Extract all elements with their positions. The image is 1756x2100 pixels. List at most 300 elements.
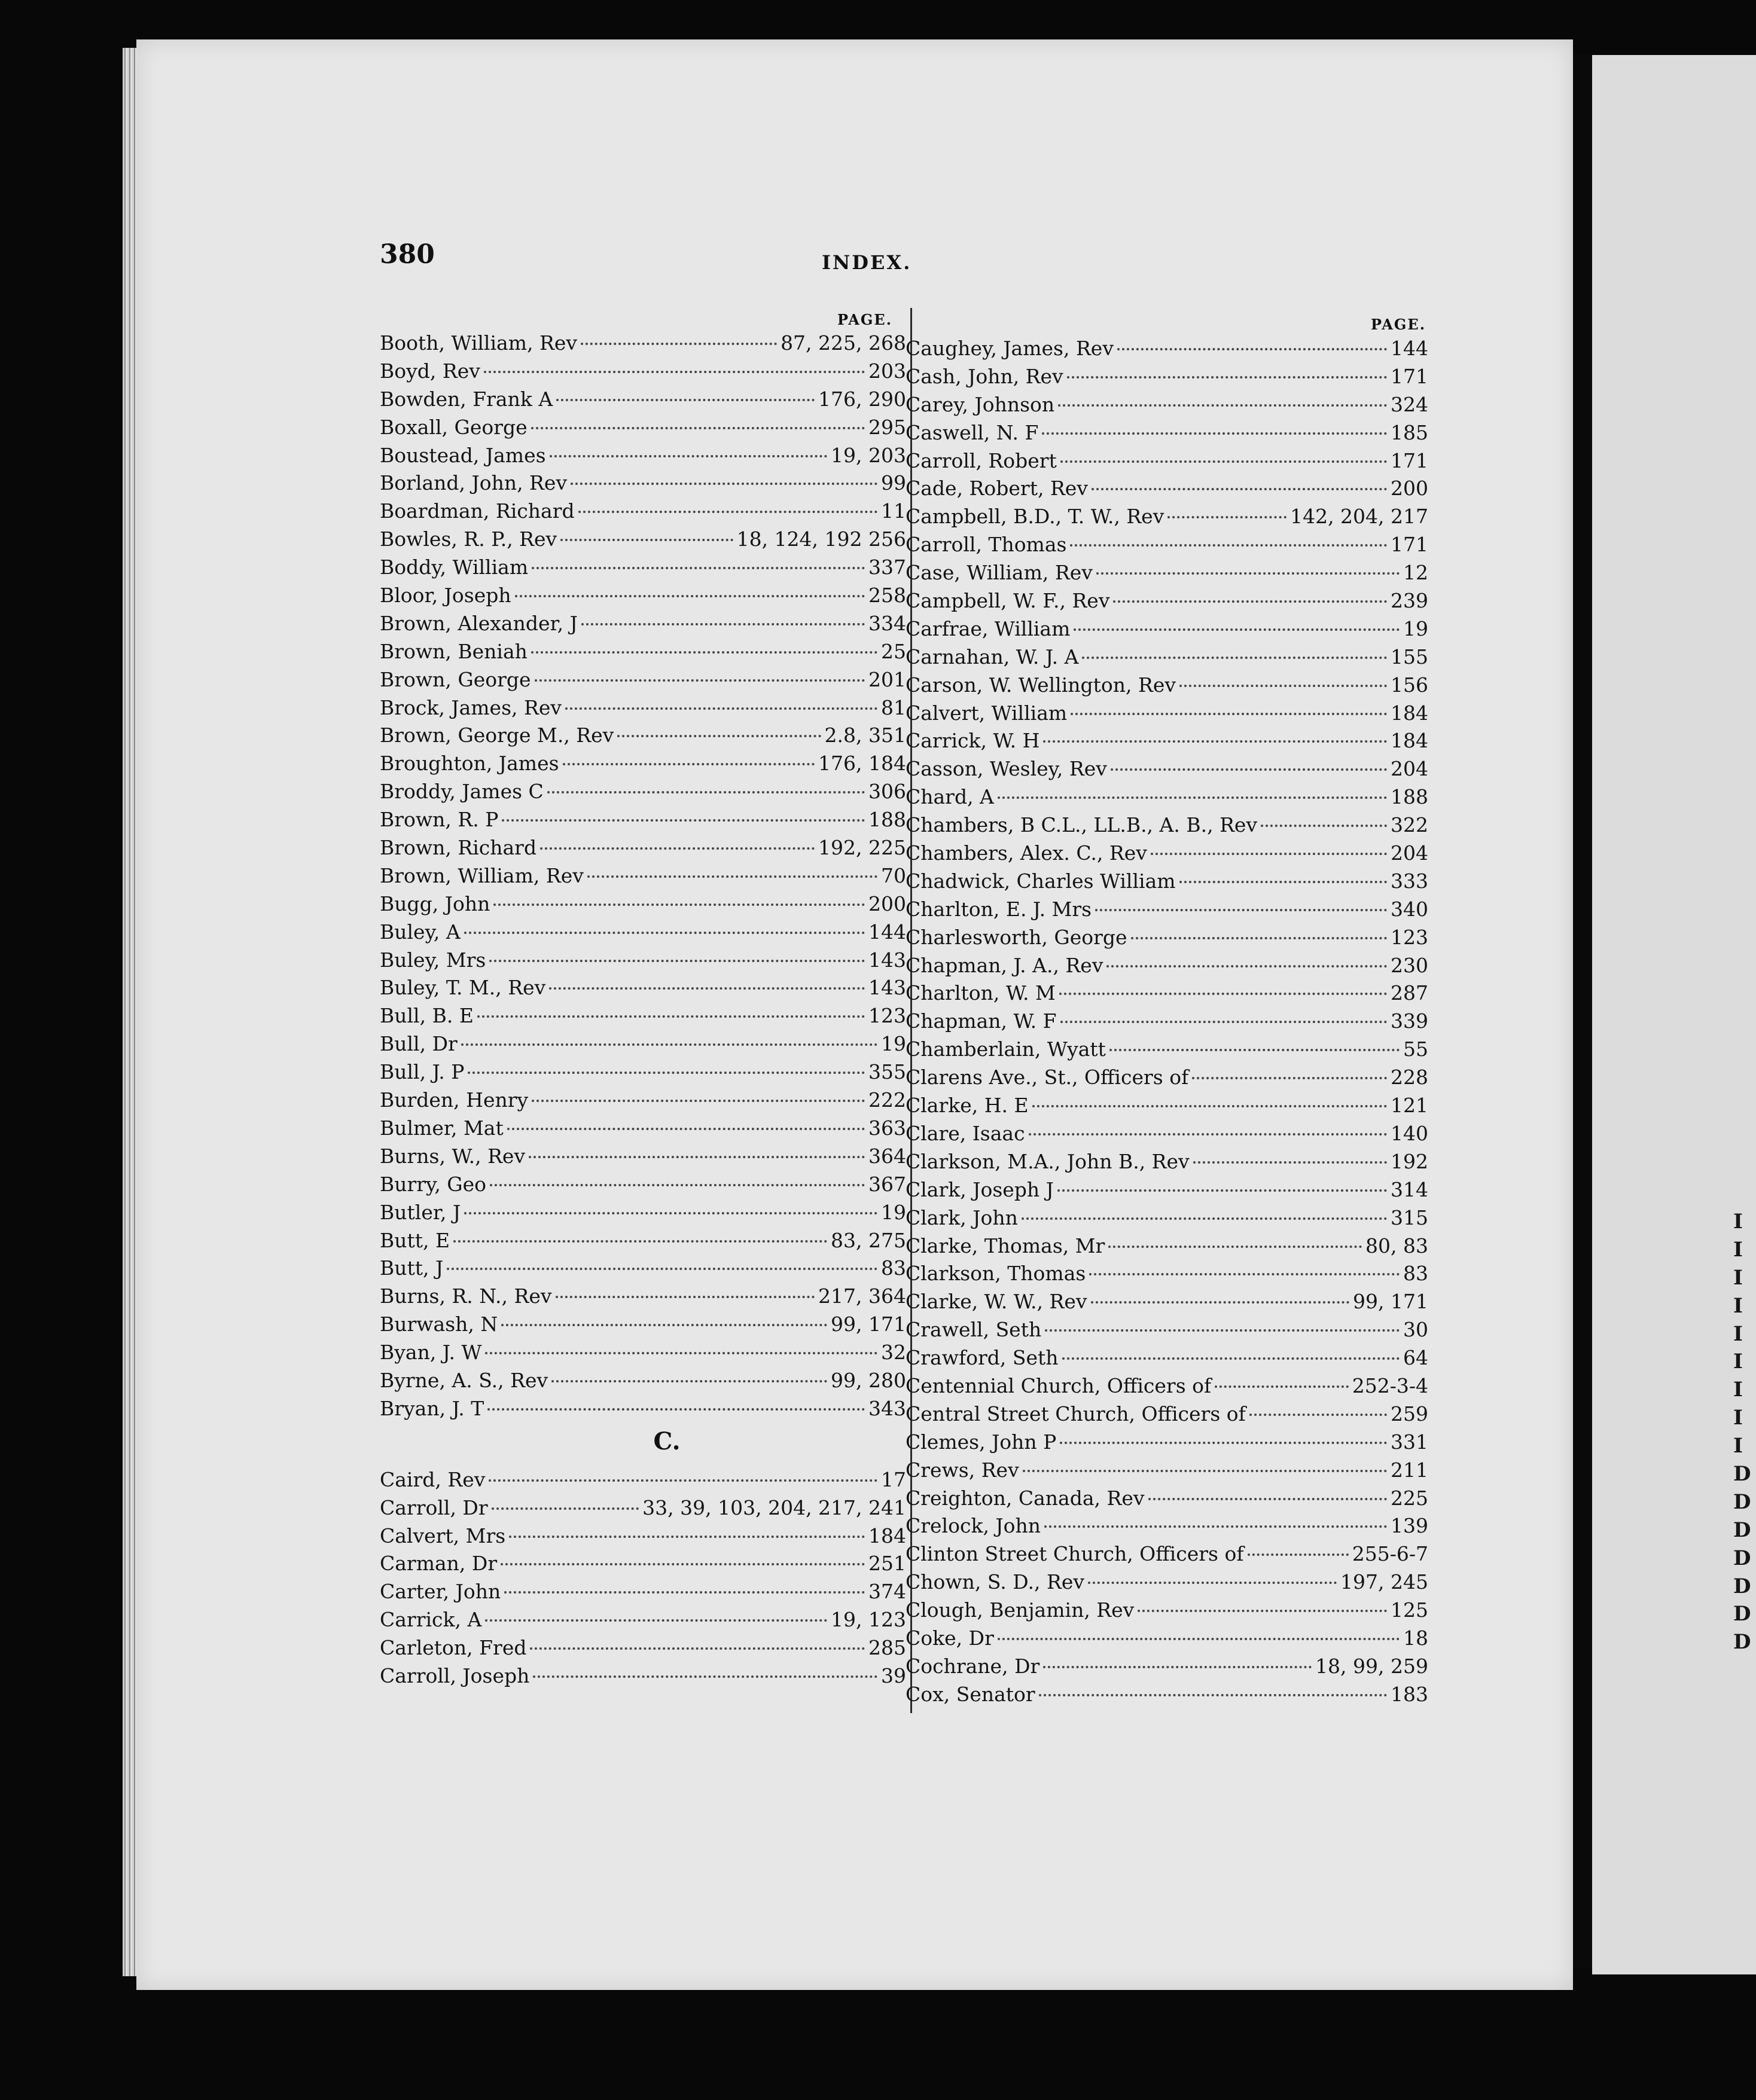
entry-name: Carson, W. Wellington, Rev: [906, 673, 1176, 697]
index-entry: [906, 615, 1428, 643]
entry-name: Chambers, B C.L., LL.B., A. B., Rev: [906, 813, 1258, 837]
index-entry: [380, 1199, 906, 1227]
entry-name: Cade, Robert, Rev: [906, 477, 1088, 500]
entry-name: Bowden, Frank A: [380, 387, 553, 411]
dot-leader: [485, 1352, 877, 1354]
entry-pages: 18, 99, 259: [1315, 1654, 1428, 1678]
dot-leader: [1058, 404, 1387, 407]
dot-leader: [1131, 937, 1387, 939]
entry-name: Clare, Isaac: [906, 1121, 1025, 1145]
index-entry: [906, 363, 1428, 391]
index-entry: [380, 1058, 906, 1086]
index-entry: [380, 442, 906, 470]
entry-pages: 339: [1391, 1009, 1428, 1033]
dot-leader: [998, 796, 1387, 799]
dot-leader: [1106, 965, 1387, 967]
index-entry: [906, 335, 1428, 363]
dot-leader: [549, 987, 865, 990]
entry-pages: 139: [1391, 1514, 1428, 1538]
index-entry: [380, 1494, 906, 1522]
index-entry: [906, 896, 1428, 924]
entry-name: Clemes, John P: [906, 1430, 1057, 1454]
entry-pages: 184: [1391, 729, 1428, 753]
entry-name: Coke, Dr: [906, 1626, 994, 1650]
entry-name: Carfrae, William: [906, 616, 1071, 640]
entry-name: Crawford, Seth: [906, 1346, 1059, 1370]
facing-page-letter: I: [1733, 1321, 1743, 1346]
entry-name: Carrick, A: [380, 1608, 482, 1632]
entry-name: Chapman, J. A., Rev: [906, 953, 1103, 977]
entry-pages: 355: [868, 1060, 906, 1084]
entry-pages: 70: [881, 863, 906, 887]
entry-name: Clarke, Thomas, Mr: [906, 1234, 1105, 1257]
index-entry: [380, 750, 906, 778]
entry-pages: 364: [868, 1144, 906, 1168]
facing-page-letter: D: [1733, 1602, 1751, 1626]
index-entry: [906, 979, 1428, 1008]
entry-pages: 123: [1391, 925, 1428, 949]
dot-leader: [1249, 1414, 1387, 1416]
dot-leader: [581, 343, 777, 345]
dot-leader: [530, 1647, 865, 1650]
entry-pages: 121: [1391, 1094, 1428, 1118]
entry-pages: 334: [868, 611, 906, 635]
index-entry: [380, 1466, 906, 1494]
entry-pages: 192, 225: [818, 836, 906, 860]
dot-leader: [540, 847, 815, 850]
entry-pages: 83: [881, 1256, 906, 1280]
entry-pages: 19: [881, 1032, 906, 1056]
dot-leader: [1082, 657, 1387, 659]
entry-name: Burden, Henry: [380, 1088, 529, 1112]
dot-leader: [489, 960, 865, 962]
index-entry: [380, 1634, 906, 1662]
facing-page-letter: D: [1733, 1489, 1751, 1514]
dot-leader: [464, 932, 865, 934]
entry-name: Clarkson, M.A., John B., Rev: [906, 1149, 1190, 1173]
entry-name: Caughey, James, Rev: [906, 337, 1114, 360]
dot-leader: [556, 399, 815, 401]
entry-pages: 343: [868, 1396, 906, 1420]
index-entry: [380, 666, 906, 694]
entry-name: Clarke, W. W., Rev: [906, 1290, 1087, 1314]
index-entry: [380, 1171, 906, 1199]
index-entry: [380, 329, 906, 358]
dot-leader: [1261, 825, 1387, 827]
entry-name: Carroll, Thomas: [906, 533, 1067, 557]
index-entry: [906, 1540, 1428, 1568]
entry-pages: 184: [868, 1524, 906, 1547]
entry-pages: 176, 184: [818, 752, 906, 776]
entry-name: Calvert, William: [906, 701, 1068, 725]
facing-page-letter: I: [1733, 1237, 1743, 1262]
index-entry: [906, 1036, 1428, 1064]
index-entry: [380, 890, 906, 918]
entry-name: Boddy, William: [380, 555, 529, 579]
facing-page-letter: D: [1733, 1574, 1751, 1598]
entry-pages: 203: [868, 359, 906, 383]
entry-name: Boxall, George: [380, 415, 528, 439]
index-entry: [906, 1232, 1428, 1260]
entry-name: Carman, Dr: [380, 1552, 498, 1576]
dot-leader: [461, 1043, 877, 1046]
index-entry: [380, 1086, 906, 1115]
dot-leader: [1089, 1273, 1400, 1275]
dot-leader: [468, 1072, 865, 1074]
entry-name: Charlton, W. M: [906, 981, 1056, 1005]
dot-leader: [477, 1015, 865, 1018]
dot-leader: [1067, 376, 1387, 379]
entry-pages: 144: [868, 920, 906, 944]
entry-name: Brown, George M., Rev: [380, 724, 614, 747]
entry-name: Broddy, James C: [380, 780, 544, 804]
facing-page-letter: I: [1733, 1210, 1743, 1234]
entry-pages: 200: [868, 892, 906, 915]
entry-pages: 239: [1391, 589, 1428, 613]
entry-name: Bugg, John: [380, 892, 490, 915]
entry-pages: 324: [1391, 392, 1428, 416]
entry-name: Chadwick, Charles William: [906, 869, 1176, 893]
entry-name: Caird, Rev: [380, 1467, 486, 1491]
dot-leader: [1179, 881, 1387, 883]
index-entry: [380, 974, 906, 1002]
index-entry: [380, 1002, 906, 1030]
index-entry: [906, 1400, 1428, 1429]
entry-name: Carter, John: [380, 1580, 501, 1604]
entry-pages: 81: [881, 695, 906, 719]
entry-pages: 295: [868, 415, 906, 439]
entry-pages: 143: [868, 976, 906, 1000]
entry-name: Clark, John: [906, 1205, 1018, 1229]
dot-leader: [529, 1156, 865, 1158]
index-entry: [906, 1625, 1428, 1653]
index-entry: [906, 1260, 1428, 1288]
facing-page-letter: I: [1733, 1406, 1743, 1430]
entry-name: Chambers, Alex. C., Rev: [906, 841, 1147, 865]
dot-leader: [501, 1563, 865, 1565]
entry-name: Bryan, J. T: [380, 1396, 484, 1420]
entry-name: Clough, Benjamin, Rev: [906, 1598, 1135, 1622]
dot-leader: [453, 1240, 827, 1243]
dot-leader: [571, 483, 877, 485]
facing-page-letter: I: [1733, 1350, 1743, 1374]
index-entry: [906, 1204, 1428, 1232]
dot-leader: [485, 1619, 827, 1622]
index-entry: [906, 419, 1428, 447]
dot-leader: [487, 1408, 865, 1411]
index-entry: [380, 526, 906, 554]
entry-pages: 204: [1391, 757, 1428, 781]
index-entry: [380, 778, 906, 806]
entry-name: Cash, John, Rev: [906, 364, 1063, 388]
dot-leader: [484, 371, 865, 373]
dot-leader: [1022, 1217, 1387, 1220]
entry-pages: 211: [1391, 1458, 1428, 1482]
entry-pages: 171: [1391, 533, 1428, 557]
entry-pages: 192: [1391, 1149, 1428, 1173]
dot-leader: [532, 567, 865, 569]
dot-leader: [1057, 1189, 1387, 1192]
index-entry: [380, 414, 906, 442]
index-entry: [380, 582, 906, 610]
entry-pages: 188: [1391, 785, 1428, 809]
dot-leader: [1029, 1133, 1387, 1136]
entry-pages: 64: [1403, 1346, 1428, 1370]
index-entry: [906, 952, 1428, 980]
entry-name: Calvert, Mrs: [380, 1524, 506, 1547]
entry-pages: 11: [881, 499, 906, 523]
dot-leader: [507, 1128, 865, 1130]
book-gutter: [1573, 54, 1592, 1967]
dot-leader: [551, 1380, 827, 1382]
index-entry: [906, 700, 1428, 728]
entry-pages: 314: [1391, 1177, 1428, 1201]
entry-pages: 255-6-7: [1352, 1542, 1428, 1566]
index-entry: [380, 694, 906, 722]
dot-leader: [1042, 432, 1387, 435]
entry-name: Brown, William, Rev: [380, 863, 584, 887]
entry-name: Buley, T. M., Rev: [380, 976, 546, 1000]
index-entry: [380, 1662, 906, 1690]
index-entry: [906, 1457, 1428, 1485]
dot-leader: [1060, 1442, 1387, 1444]
dot-leader: [1045, 1329, 1400, 1332]
dot-leader: [1039, 1694, 1387, 1696]
entry-name: Byrne, A. S., Rev: [380, 1368, 548, 1392]
entry-pages: 230: [1391, 953, 1428, 977]
facing-page-letter: D: [1733, 1462, 1751, 1487]
index-entry: [906, 643, 1428, 671]
entry-pages: 30: [1403, 1318, 1428, 1342]
dot-leader: [1117, 348, 1387, 350]
entry-pages: 171: [1391, 364, 1428, 388]
index-entry: [906, 587, 1428, 615]
dot-leader: [565, 707, 877, 710]
index-entry: [380, 1367, 906, 1395]
entry-pages: 80, 83: [1365, 1234, 1428, 1257]
dot-leader: [1248, 1553, 1349, 1556]
entry-pages: 228: [1391, 1066, 1428, 1089]
dot-leader: [464, 1212, 877, 1214]
index-entry: [380, 834, 906, 862]
dot-leader: [1062, 1357, 1400, 1360]
entry-pages: 197, 245: [1340, 1570, 1428, 1594]
dot-leader: [493, 904, 865, 906]
entry-pages: 331: [1391, 1430, 1428, 1454]
index-entry: [380, 1283, 906, 1311]
entry-pages: 183: [1391, 1682, 1428, 1706]
index-list-c-continued: [906, 335, 1428, 1709]
index-entry: [380, 1254, 906, 1283]
entry-pages: 367: [868, 1172, 906, 1196]
index-entry: [380, 610, 906, 638]
index-entry: [906, 924, 1428, 952]
dot-leader: [1113, 600, 1387, 603]
index-entry: [380, 1522, 906, 1550]
index-entry: [380, 1578, 906, 1606]
entry-pages: 19, 203: [831, 443, 906, 467]
entry-name: Crawell, Seth: [906, 1318, 1042, 1342]
index-entry: [380, 862, 906, 890]
dot-leader: [1044, 1525, 1387, 1528]
dot-leader: [447, 1268, 877, 1270]
index-entry: [380, 1115, 906, 1143]
entry-pages: 140: [1391, 1121, 1428, 1145]
index-entry: [906, 531, 1428, 559]
running-head: INDEX.: [822, 251, 912, 274]
entry-name: Burns, R. N., Rev: [380, 1284, 552, 1308]
dot-leader: [1179, 685, 1387, 687]
entry-pages: 285: [868, 1636, 906, 1660]
index-entry: [906, 1092, 1428, 1120]
entry-pages: 337: [868, 555, 906, 579]
entry-pages: 155: [1391, 645, 1428, 669]
facing-page: [1592, 55, 1756, 1974]
entry-pages: 19: [881, 1200, 906, 1224]
dot-leader: [1109, 1049, 1400, 1051]
dot-leader: [531, 651, 877, 654]
index-entry: [906, 868, 1428, 896]
entry-pages: 374: [868, 1580, 906, 1604]
dot-leader: [578, 511, 877, 513]
entry-name: Clarkson, Thomas: [906, 1262, 1086, 1286]
entry-name: Bull, B. E: [380, 1004, 474, 1028]
facing-page-letter: I: [1733, 1293, 1743, 1318]
index-entry: [380, 1606, 906, 1634]
index-entry: [380, 1030, 906, 1058]
dot-leader: [515, 595, 865, 597]
index-entry: [906, 1176, 1428, 1204]
index-entry: [906, 1344, 1428, 1372]
entry-name: Caswell, N. F: [906, 420, 1039, 444]
dot-leader: [1023, 1470, 1387, 1472]
facing-page-letter: D: [1733, 1630, 1751, 1655]
entry-pages: 99, 280: [831, 1368, 906, 1392]
entry-name: Boyd, Rev: [380, 359, 480, 383]
entry-name: Boardman, Richard: [380, 499, 575, 523]
dot-leader: [533, 1675, 877, 1678]
dot-leader: [1108, 1246, 1362, 1248]
entry-name: Chapman, W. F: [906, 1009, 1057, 1033]
index-entry: [906, 783, 1428, 811]
index-entry: [380, 386, 906, 414]
index-column-left: [380, 329, 906, 1690]
index-entry: [380, 1550, 906, 1578]
dot-leader: [1071, 713, 1387, 715]
index-entry: [906, 727, 1428, 755]
entry-name: Carrick, W. H: [906, 729, 1040, 753]
index-entry: [380, 1227, 906, 1255]
index-entry: [906, 1485, 1428, 1513]
entry-pages: 18: [1403, 1626, 1428, 1650]
entry-name: Brown, Alexander, J: [380, 611, 578, 635]
index-entry: [380, 918, 906, 947]
index-entry: [906, 1288, 1428, 1316]
entry-pages: 287: [1391, 981, 1428, 1005]
page-column-label-right: PAGE.: [1371, 316, 1426, 333]
index-entry: [906, 475, 1428, 503]
entry-pages: 340: [1391, 897, 1428, 921]
entry-pages: 156: [1391, 673, 1428, 697]
dot-leader: [550, 455, 827, 457]
entry-name: Bowles, R. P., Rev: [380, 527, 557, 551]
dot-leader: [502, 819, 865, 822]
entry-name: Centennial Church, Officers of: [906, 1373, 1212, 1397]
index-entry: [380, 947, 906, 975]
facing-page-letter: D: [1733, 1546, 1751, 1570]
dot-leader: [1095, 909, 1387, 911]
dot-leader: [1043, 1666, 1312, 1668]
dot-leader: [490, 1184, 865, 1186]
entry-name: Brown, George: [380, 667, 531, 691]
entry-pages: 322: [1391, 813, 1428, 837]
entry-name: Butler, J: [380, 1200, 461, 1224]
dot-leader: [1091, 1301, 1350, 1304]
dot-leader: [1070, 544, 1387, 547]
entry-pages: 251: [868, 1552, 906, 1576]
dot-leader: [1059, 993, 1387, 995]
dot-leader: [1148, 1498, 1388, 1500]
section-letter-c: C.: [653, 1427, 681, 1455]
entry-pages: 176, 290: [818, 387, 906, 411]
entry-pages: 225: [1391, 1486, 1428, 1510]
entry-name: Bull, Dr: [380, 1032, 458, 1056]
index-entry: [380, 554, 906, 582]
entry-pages: 184: [1391, 701, 1428, 725]
entry-name: Carey, Johnson: [906, 392, 1055, 416]
page-number: 380: [380, 239, 435, 270]
entry-pages: 315: [1391, 1205, 1428, 1229]
index-entry: [906, 1568, 1428, 1597]
entry-name: Burwash, N: [380, 1312, 498, 1336]
entry-pages: 17: [881, 1467, 906, 1491]
index-entry: [906, 1008, 1428, 1036]
entry-name: Carnahan, W. J. A: [906, 645, 1079, 669]
dot-leader: [547, 791, 865, 793]
entry-name: Borland, John, Rev: [380, 471, 568, 495]
index-entry: [906, 755, 1428, 783]
dot-leader: [617, 735, 821, 737]
index-entry: [380, 358, 906, 386]
entry-pages: 333: [1391, 869, 1428, 893]
dot-leader: [1167, 516, 1286, 518]
dot-leader: [581, 623, 865, 625]
entry-name: Butt, J: [380, 1256, 444, 1280]
dot-leader: [1043, 740, 1387, 743]
dot-leader: [587, 875, 877, 878]
entry-pages: 306: [868, 780, 906, 804]
entry-pages: 83: [1403, 1262, 1428, 1286]
entry-pages: 83, 275: [831, 1228, 906, 1252]
entry-name: Brock, James, Rev: [380, 695, 562, 719]
entry-name: Clarens Ave., St., Officers of: [906, 1066, 1189, 1089]
entry-pages: 363: [868, 1116, 906, 1140]
dot-leader: [1138, 1610, 1387, 1612]
entry-pages: 87, 225, 268: [781, 331, 906, 355]
entry-pages: 171: [1391, 448, 1428, 472]
index-entry: [906, 391, 1428, 419]
entry-name: Charlton, E. J. Mrs: [906, 897, 1092, 921]
entry-name: Crelock, John: [906, 1514, 1041, 1538]
entry-pages: 217, 364: [818, 1284, 906, 1308]
dot-leader: [504, 1591, 865, 1594]
index-entry: [906, 1512, 1428, 1540]
dot-leader: [535, 679, 865, 682]
page-column-label-left: PAGE.: [837, 311, 893, 328]
index-list-b: [380, 329, 906, 1423]
entry-name: Buley, A: [380, 920, 461, 944]
dot-leader: [1032, 1105, 1387, 1107]
